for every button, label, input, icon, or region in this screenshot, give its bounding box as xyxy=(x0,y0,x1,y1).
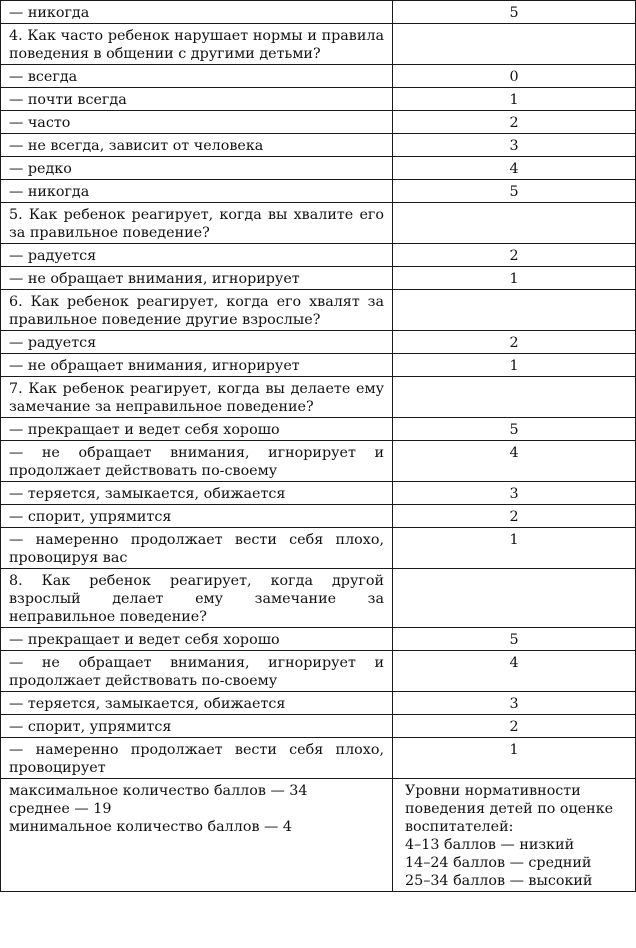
table-row xyxy=(1,377,636,418)
score-cell: 2 xyxy=(393,715,636,738)
score-cell: 4 xyxy=(393,651,636,692)
question-cell: 4. Как часто ребенок нарушает нормы и правила поведения в общении с другими детьми? xyxy=(1,24,393,65)
answer-cell: — не всегда, зависит от человека xyxy=(1,134,393,157)
levels-cell xyxy=(393,779,636,892)
score-cell: 4 xyxy=(393,441,636,482)
score-cell: 2 xyxy=(393,331,636,354)
table-row xyxy=(1,157,636,180)
table-row xyxy=(1,418,636,441)
answer-cell: — прекращает и ведет себя хорошо xyxy=(1,418,393,441)
score-cell: 2 xyxy=(393,505,636,528)
table-row xyxy=(1,65,636,88)
level-medium-text: 14–24 баллов — средний xyxy=(405,855,592,871)
score-cell: 4 xyxy=(393,157,636,180)
answer-cell: — редко xyxy=(1,157,393,180)
score-cell: 1 xyxy=(393,88,636,111)
question-cell: 5. Как ребенок реагирует, когда вы хвалите его за правильное поведение? xyxy=(1,203,393,244)
table-row xyxy=(1,738,636,779)
answer-cell: — теряется, замыкается, обижается xyxy=(1,692,393,715)
score-stats-cell xyxy=(1,779,393,892)
answer-cell: — не обращает внимания, игнорирует и продолжает действовать по-своему xyxy=(1,441,393,482)
average-score-text: среднее — 19 xyxy=(9,801,112,817)
score-cell: 5 xyxy=(393,628,636,651)
score-cell xyxy=(393,203,636,244)
table-row xyxy=(1,628,636,651)
score-cell: 1 xyxy=(393,354,636,377)
score-cell xyxy=(393,24,636,65)
table-row xyxy=(1,505,636,528)
answer-cell: — прекращает и ведет себя хорошо xyxy=(1,628,393,651)
score-cell: 2 xyxy=(393,111,636,134)
table-row xyxy=(1,715,636,738)
table-row xyxy=(1,111,636,134)
answer-cell: — почти всегда xyxy=(1,88,393,111)
table-row xyxy=(1,692,636,715)
table-row xyxy=(1,482,636,505)
answer-cell: — радуется xyxy=(1,244,393,267)
answer-cell: — намеренно продолжает вести себя плохо, провоцируя вас xyxy=(1,528,393,569)
table-row xyxy=(1,1,636,24)
score-cell xyxy=(393,377,636,418)
score-cell: 1 xyxy=(393,528,636,569)
question-cell: 7. Как ребенок реагирует, когда вы делаете ему замечание за неправильное поведение? xyxy=(1,377,393,418)
level-low-text: 4–13 баллов — низкий xyxy=(405,837,575,853)
answer-cell: — теряется, замыкается, обижается xyxy=(1,482,393,505)
table-row xyxy=(1,203,636,244)
score-cell: 2 xyxy=(393,244,636,267)
table-row xyxy=(1,267,636,290)
question-cell: 8. Как ребенок реагирует, когда другой взрослый делает ему замечание за неправильное поведение? xyxy=(1,569,393,628)
table-row xyxy=(1,290,636,331)
max-score-text: максимальное количество баллов — 34 xyxy=(9,783,308,799)
questionnaire-body xyxy=(1,1,636,892)
answer-cell: — спорит, упрямится xyxy=(1,715,393,738)
answer-cell: — спорит, упрямится xyxy=(1,505,393,528)
question-cell: 6. Как ребенок реагирует, когда его хвалят за правильное поведение другие взрослые? xyxy=(1,290,393,331)
levels-heading: Уровни нормативности поведения детей по оценке воспитателей: xyxy=(405,783,614,835)
table-row xyxy=(1,331,636,354)
summary-row xyxy=(1,779,636,892)
table-row xyxy=(1,88,636,111)
answer-cell: — не обращает внимания, игнорирует xyxy=(1,354,393,377)
answer-cell: — не обращает внимания, игнорирует xyxy=(1,267,393,290)
score-cell: 3 xyxy=(393,482,636,505)
table-row xyxy=(1,24,636,65)
score-cell: 5 xyxy=(393,180,636,203)
score-cell: 3 xyxy=(393,134,636,157)
score-cell: 3 xyxy=(393,692,636,715)
score-cell: 5 xyxy=(393,418,636,441)
table-row xyxy=(1,134,636,157)
score-cell: 0 xyxy=(393,65,636,88)
table-row xyxy=(1,528,636,569)
table-row xyxy=(1,244,636,267)
table-row xyxy=(1,441,636,482)
table-row xyxy=(1,569,636,628)
score-cell xyxy=(393,290,636,331)
answer-cell: — намеренно продолжает вести себя плохо, провоцирует xyxy=(1,738,393,779)
table-row xyxy=(1,180,636,203)
answer-cell: — часто xyxy=(1,111,393,134)
table-row xyxy=(1,651,636,692)
table-row xyxy=(1,354,636,377)
score-cell: 5 xyxy=(393,1,636,24)
answer-cell: — всегда xyxy=(1,65,393,88)
level-high-text: 25–34 баллов — высокий xyxy=(405,873,593,889)
min-score-text: минимальное количество баллов — 4 xyxy=(9,819,292,835)
answer-cell: — радуется xyxy=(1,331,393,354)
score-cell: 1 xyxy=(393,267,636,290)
answer-cell: — никогда xyxy=(1,180,393,203)
answer-cell: — не обращает внимания, игнорирует и продолжает действовать по-своему xyxy=(1,651,393,692)
score-cell xyxy=(393,569,636,628)
score-cell: 1 xyxy=(393,738,636,779)
answer-cell: — никогда xyxy=(1,1,393,24)
